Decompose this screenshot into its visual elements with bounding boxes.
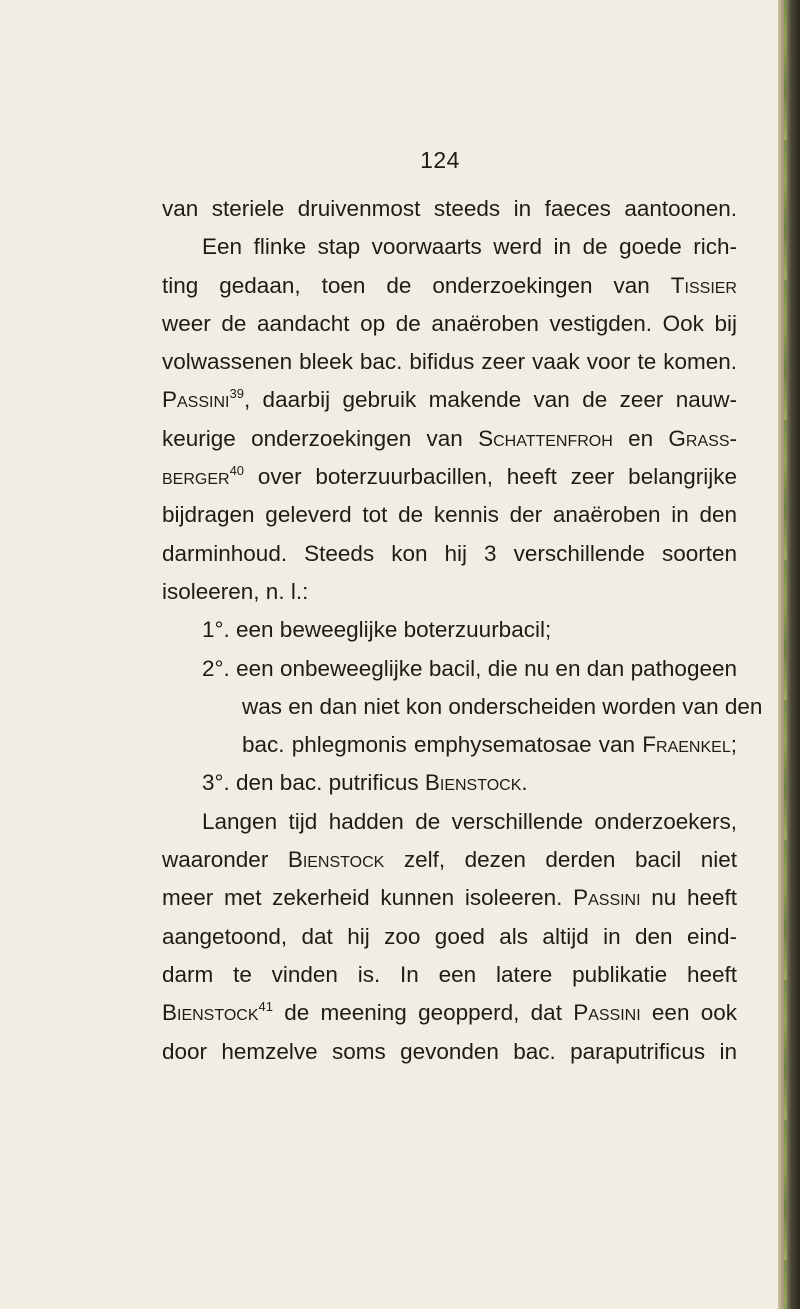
text-line: door hemzelve soms gevonden bac. paraputrificus in <box>162 1038 737 1064</box>
author-name: Fraenkel <box>642 732 731 758</box>
author-name: Bienstock <box>287 847 385 873</box>
text-line: bijdragen geleverd tot de kennis der anaëroben in den <box>162 502 737 528</box>
page-edge <box>778 0 800 1309</box>
author-name: Schattenfroh <box>478 425 613 451</box>
text-line: keurige onderzoekingen van Schattenfroh en Grass- <box>162 425 737 451</box>
text-line: volwassenen bleek bac. bifidus zeer vaak voor te komen. <box>162 349 737 375</box>
page-number: 124 <box>420 147 460 173</box>
list-item: 2°. een onbeweeglijke bacil, die nu en dan pathogeen <box>202 655 737 681</box>
footnote-ref: 39 <box>229 386 244 402</box>
text-line: darminhoud. Steeds kon hij 3 verschillende soorten <box>162 540 737 566</box>
text-line: waaronder Bienstock zelf, dezen derden bacil niet <box>162 847 737 873</box>
text-line: Bienstock$^{41}$ de meening geopperd, dat Passini een ook <box>162 999 737 1026</box>
list-item: 1°. een beweeglijke boterzuurbacil; <box>202 617 552 643</box>
author-name: Passini <box>573 1000 641 1026</box>
footnote-ref: 41 <box>258 999 273 1015</box>
author-name: Passini <box>162 387 230 413</box>
footnote-ref: 40 <box>229 463 245 479</box>
text-line: berger$^{40}$ over boterzuurbacillen, heeft zeer belangrijke <box>162 463 737 490</box>
text-line: van steriele druivenmost steeds in faeces aantoonen. <box>162 196 737 221</box>
author-name: Bienstock <box>162 1000 259 1026</box>
text-line: Een flinke stap voorwaarts werd in de goede rich- <box>202 234 737 260</box>
list-item-continuation: was en dan niet kon onderscheiden worden van den <box>242 693 763 719</box>
author-name: Grass- <box>668 425 737 451</box>
text-line: meer met zekerheid kunnen isoleeren. Passini nu heeft <box>162 885 737 911</box>
text-line: Passini$^{39}$, daarbij gebruik makende van de zeer nauw- <box>162 386 737 413</box>
author-name: Passini <box>573 885 641 911</box>
list-item: 3°. den bac. putrificus Bienstock. <box>202 770 528 796</box>
body-text <box>162 190 763 1071</box>
text-line: darm te vinden is. In een latere publikatie heeft <box>162 961 737 987</box>
author-name: Bienstock <box>424 770 522 796</box>
text-line: Langen tijd hadden de verschillende onderzoekers, <box>202 808 737 834</box>
text-line: ting gedaan, toen de onderzoekingen van Tissier <box>162 272 737 298</box>
list-item-continuation: bac. phlegmonis emphysematosae van Fraenkel; <box>242 732 737 758</box>
text-line: weer de aandacht op de anaëroben vestigden. Ook bij <box>162 310 737 336</box>
author-name: Tissier <box>670 272 737 298</box>
text-line: isoleeren, n. l.: <box>162 578 309 604</box>
text-line: aangetoond, dat hij zoo goed als altijd in den eind- <box>162 923 737 949</box>
author-name: berger <box>162 464 230 490</box>
